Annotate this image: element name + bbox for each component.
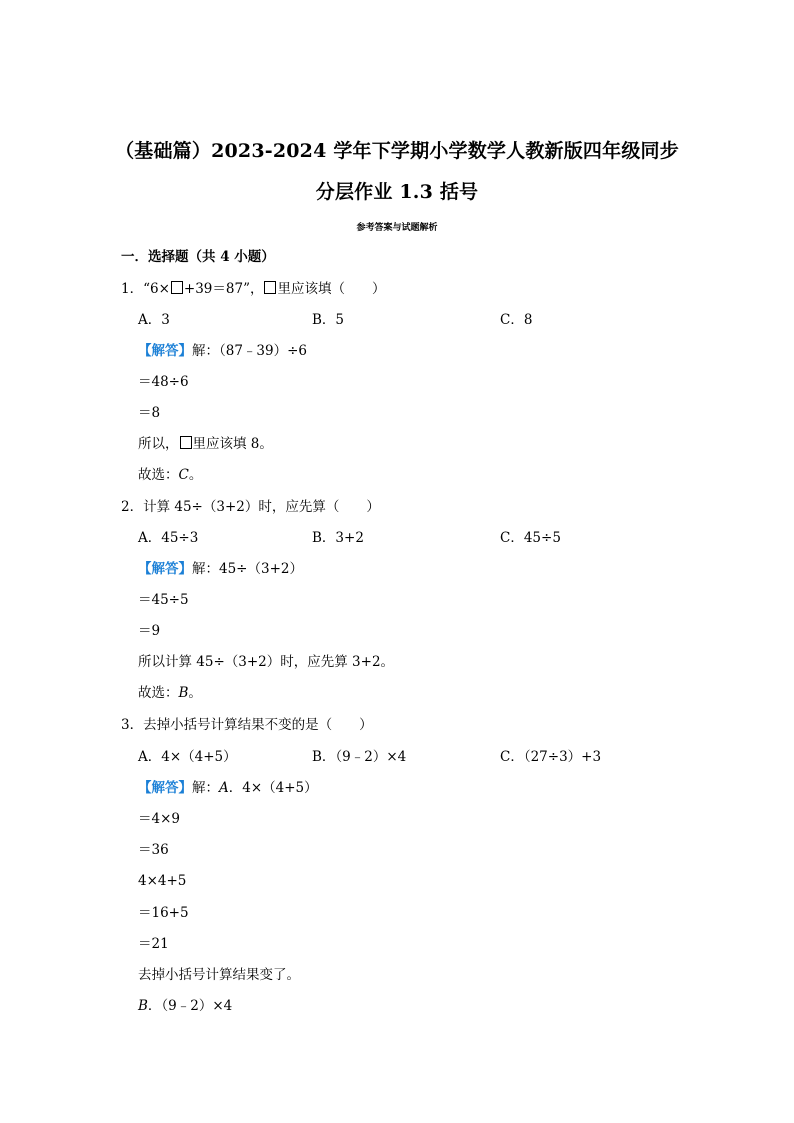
question-3-next-letter: B: [138, 998, 148, 1014]
question-2-option-a: A．45÷3: [138, 530, 199, 546]
question-1-option-b: B．5: [312, 312, 345, 328]
document-title-line-1: （基础篇）2023-2024 学年下学期小学数学人教新版四年级同步: [115, 140, 679, 162]
question-1-choice: [138, 466, 202, 484]
choice-prefix: 故选：: [138, 685, 179, 701]
question-3-next-rest: ．（9﹣2）×4: [147, 998, 233, 1014]
question-3-option-b: B．（9﹣2）×4: [312, 749, 407, 765]
question-1-solution-text: 解：（87﹣39）÷6: [192, 343, 308, 359]
question-3-step-3: 4×4+5: [138, 873, 187, 889]
section-heading: 一．选择题（共 4 小题）: [121, 249, 275, 265]
question-1-stem-part-a: 1．“6×: [121, 281, 170, 297]
choice-letter: B: [178, 685, 189, 701]
question-1-conclusion-part-a: 所以，: [138, 436, 179, 452]
answer-tag: 【解答】: [138, 561, 192, 577]
question-3-solution: [138, 779, 318, 797]
blank-box-icon: [180, 436, 192, 449]
blank-box-icon: [171, 281, 183, 294]
question-3-conclusion: 去掉小括号计算结果变了。: [138, 967, 300, 983]
question-1-option-c: C．8: [500, 312, 533, 328]
question-2-step-2: ＝9: [138, 623, 161, 639]
question-2-option-c: C．45÷5: [500, 530, 561, 546]
question-1-conclusion-part-b: 里应该填 8。: [192, 436, 273, 452]
question-2-solution-text: 解：45÷（3+2）: [192, 561, 303, 577]
question-1-option-a: A．3: [138, 312, 170, 328]
choice-suffix: 。: [188, 685, 202, 701]
question-3-solution-prefix: 解：: [192, 780, 219, 796]
question-3-stem: 3．去掉小括号计算结果不变的是（ ）: [121, 717, 373, 733]
question-2-solution: [138, 560, 303, 578]
document-title-line-2: 分层作业 1.3 括号: [315, 181, 479, 203]
question-3-step-4: ＝16+5: [138, 905, 189, 921]
question-1-stem-part-b: +39＝87”，: [183, 281, 264, 297]
question-1-step-1: ＝48÷6: [138, 374, 189, 390]
question-1-stem: [121, 280, 385, 298]
question-1-step-2: ＝8: [138, 405, 161, 421]
question-2-option-b: B．3+2: [312, 530, 364, 546]
question-1-conclusion: [138, 435, 273, 453]
document-subtitle: 参考答案与试题解析: [356, 223, 438, 233]
question-3-solution-rest: ．4×（4+5）: [228, 780, 318, 796]
choice-suffix: 。: [188, 467, 203, 483]
answer-tag: 【解答】: [138, 343, 192, 359]
question-2-conclusion: 所以计算 45÷（3+2）时，应先算 3+2。: [138, 654, 395, 670]
question-1-solution: [138, 342, 307, 360]
choice-prefix: 故选：: [138, 467, 179, 483]
question-3-solution-letter: A: [219, 780, 229, 796]
question-3-step-1: ＝4×9: [138, 811, 180, 827]
question-3-option-a: A．4×（4+5）: [138, 749, 237, 765]
question-3-step-2: ＝36: [138, 842, 169, 858]
blank-box-icon: [264, 281, 276, 294]
question-3-option-c: C．（27÷3）+3: [500, 749, 602, 765]
choice-letter: C: [178, 467, 189, 483]
question-2-stem: 2．计算 45÷（3+2）时，应先算（ ）: [121, 499, 380, 515]
question-2-step-1: ＝45÷5: [138, 592, 189, 608]
question-2-choice: [138, 684, 202, 702]
question-3-step-5: ＝21: [138, 936, 169, 952]
answer-tag: 【解答】: [138, 780, 192, 796]
question-3-option-b-analysis: [138, 997, 232, 1015]
question-1-stem-part-c: 里应该填（ ）: [277, 281, 386, 297]
